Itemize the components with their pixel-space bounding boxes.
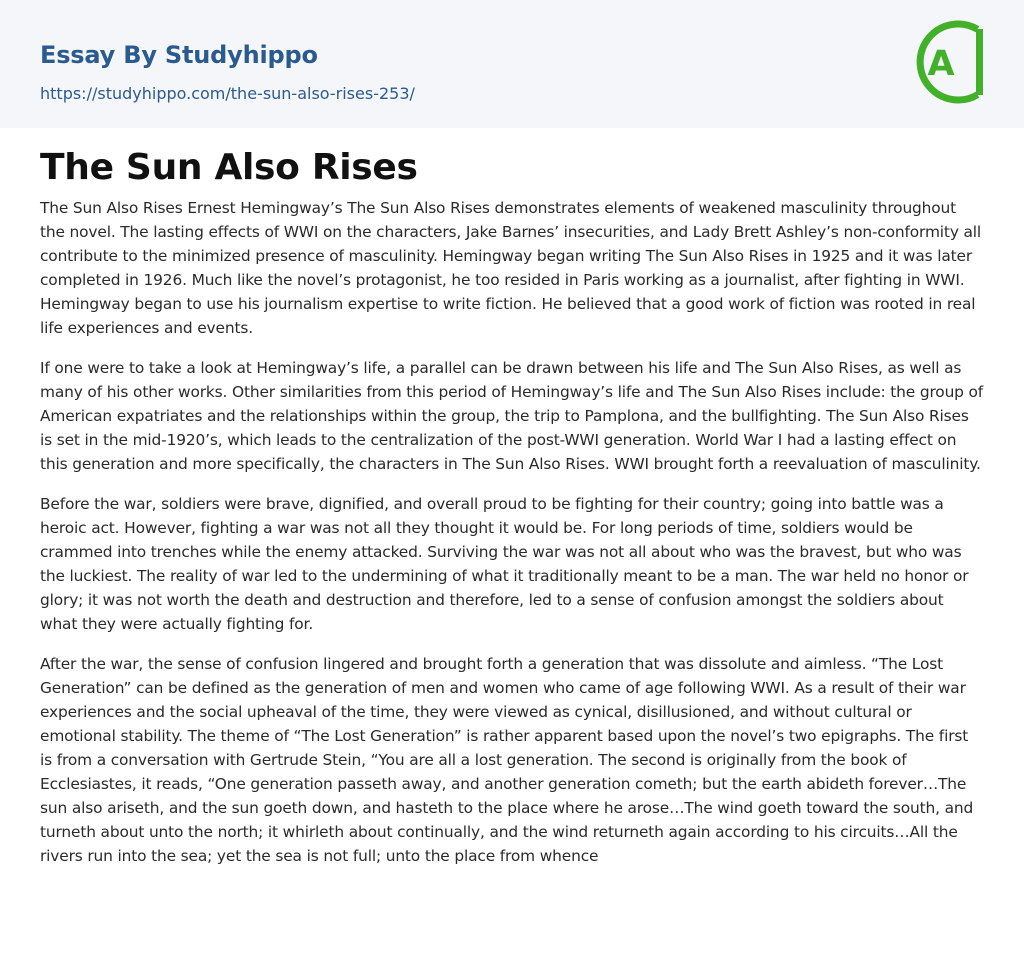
studyhippo-logo-icon[interactable]	[910, 19, 990, 105]
logo-letter: A	[927, 44, 955, 84]
essay-url-link[interactable]: https://studyhippo.com/the-sun-also-rises-253/	[40, 84, 415, 103]
essay-content	[0, 128, 1024, 868]
essay-paragraph-3: Before the war, soldiers were brave, dignified, and overall proud to be fighting for their country; going into battle was a heroic act. However, fighting a war was not all they thought it would be. For long periods of time, soldiers would be crammed into trenches while the enemy attacked. Surviving the war was not all about who was the bravest, but who was the luckiest. The reality of war led to the undermining of what it traditionally meant to be a man. The war held no honor or glory; it was not worth the death and destruction and therefore, led to a sense of confusion amongst the soldiers about what they were actually fighting for.	[40, 495, 969, 633]
essay-paragraph-2: If one were to take a look at Hemingway’s life, a parallel can be drawn between his life and The Sun Also Rises, as well as many of his other works. Other similarities from this period of Hemingway’s life and The Sun Also Rises include: the group of American expatriates and the relationships within the group, the trip to Pamplona, and the bullfighting. The Sun Also Rises is set in the mid-1920’s, which leads to the centralization of the post-WWI generation. World War I had a lasting effect on this generation and more specifically, the characters in The Sun Also Rises. WWI brought forth a reevaluation of masculinity.	[40, 359, 984, 473]
essay-paragraph-1: The Sun Also Rises Ernest Hemingway’s The Sun Also Rises demonstrates elements of weakened masculinity throughout the novel. The lasting effects of WWI on the characters, Jake Barnes’ insecurities, and Lady Brett Ashley’s non-conformity all contribute to the minimized presence of masculinity. Hemingway began writing The Sun Also Rises in 1925 and it was later completed in 1926. Much like the novel’s protagonist, he too resided in Paris working as a journalist, after fighting in WWI. Hemingway began to use his journalism expertise to write fiction. He believed that a good work of fiction was rooted in real life experiences and events.	[40, 199, 982, 337]
brand-title[interactable]: Essay By Studyhippo	[40, 41, 318, 69]
essay-paragraph-4: After the war, the sense of confusion lingered and brought forth a generation that was dissolute and aimless. “The Lost Generation” can be defined as the generation of men and women who came of age following WWI. As a result of their war experiences and the social upheaval of the time, they were viewed as cynical, disillusioned, and without cultural or emotional stability. The theme of “The Lost Generation” is rather apparent based upon the novel’s two epigraphs. The first is from a conversation with Gertrude Stein, “You are all a lost generation. The second is originally from the book of Ecclesiastes, it reads, “One generation passeth away, and another generation cometh; but the earth abideth forever…The sun also ariseth, and the sun goeth down, and hasteth to the place where he arose…The wind goeth toward the south, and turneth about unto the north; it whirleth about continually, and the wind returneth again according to his circuits…All the rivers run into the sea; yet the sea is not full; unto the place from whence	[40, 655, 974, 865]
essay-title: The Sun Also Rises	[40, 147, 418, 188]
logo-bar	[976, 29, 983, 95]
site-header	[0, 0, 1024, 128]
